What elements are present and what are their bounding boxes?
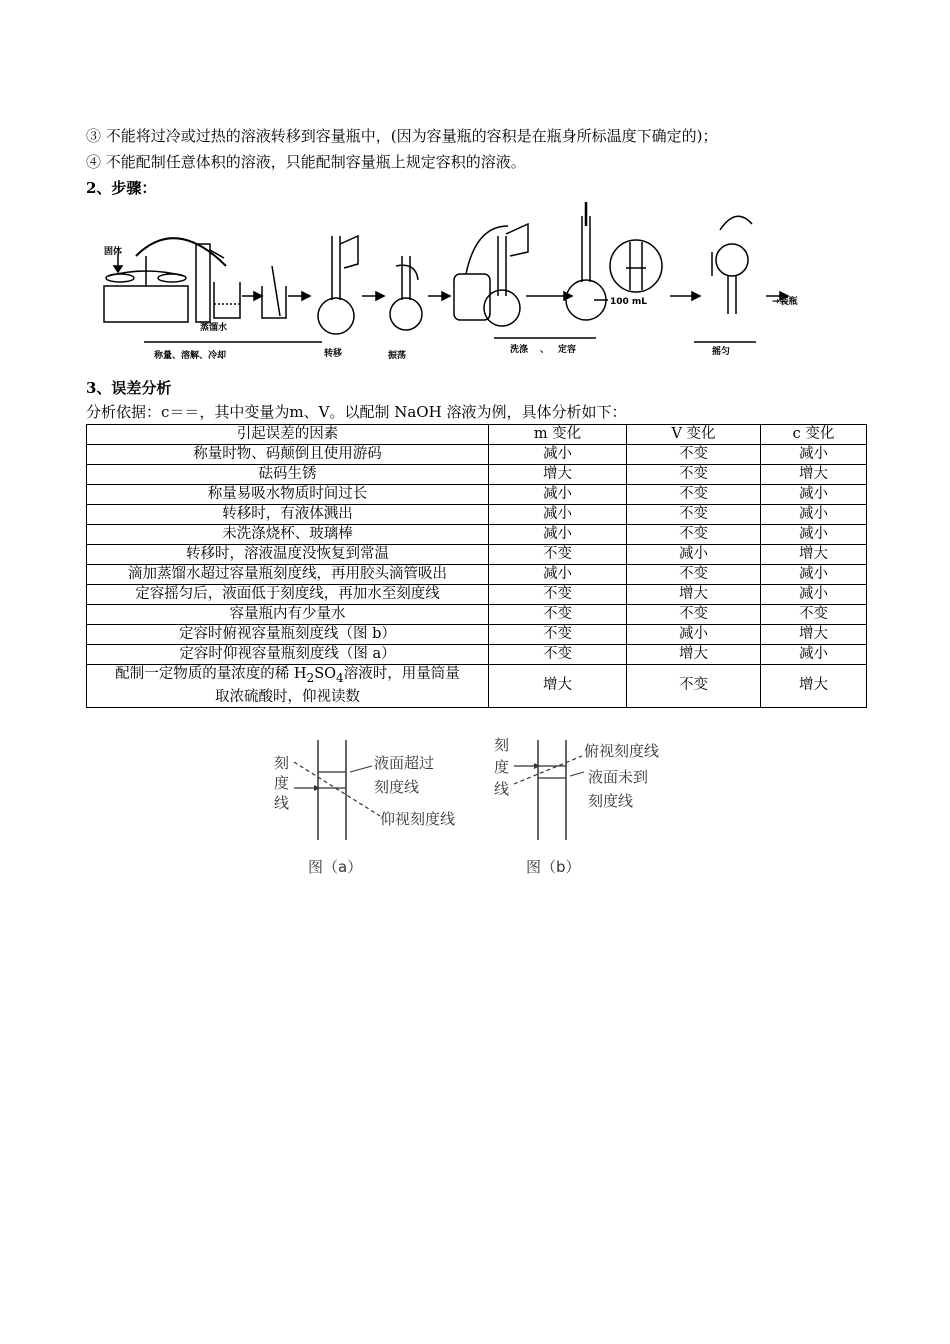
cell-v: 不变 bbox=[627, 465, 761, 485]
cell-c: 减小 bbox=[761, 585, 867, 605]
sub-4: 4 bbox=[336, 670, 344, 685]
factor-part1: 配制一定物质的量浓度的稀 H bbox=[115, 666, 307, 682]
header-v: V 变化 bbox=[627, 425, 761, 445]
figure-a bbox=[268, 736, 484, 880]
cell-v: 不变 bbox=[627, 665, 761, 708]
table-row bbox=[87, 625, 867, 645]
cell-v: 不变 bbox=[627, 505, 761, 525]
shake-label: 振荡 bbox=[388, 351, 407, 361]
cell-v: 不变 bbox=[627, 445, 761, 465]
cell-v: 不变 bbox=[627, 485, 761, 505]
steps-figure bbox=[96, 196, 822, 368]
cell-v: 增大 bbox=[627, 585, 761, 605]
cell-factor: 未洗涤烧杯、玻璃棒 bbox=[87, 525, 489, 545]
figure-b bbox=[488, 736, 688, 880]
b-caption: 图（b） bbox=[526, 858, 581, 876]
cell-m: 减小 bbox=[489, 505, 627, 525]
factor-part3: 溶液时，用量筒量 bbox=[343, 666, 460, 682]
cell-v: 减小 bbox=[627, 625, 761, 645]
cell-c: 减小 bbox=[761, 565, 867, 585]
b-under-1: 液面未到 bbox=[588, 768, 649, 786]
table-row bbox=[87, 505, 867, 525]
cell-c: 减小 bbox=[761, 505, 867, 525]
cell-c: 增大 bbox=[761, 665, 867, 708]
table-row-last bbox=[87, 665, 867, 708]
basis-text: 分析依据：c＝＝，其中变量为m、V。以配制 NaOH 溶液为例，具体分析如下： bbox=[86, 403, 627, 421]
note-4: ④ 不能配制任意体积的溶液，只能配制容量瓶上规定容积的溶液。 bbox=[86, 153, 526, 171]
balance-base bbox=[104, 286, 188, 322]
cell-c: 增大 bbox=[761, 465, 867, 485]
header-c: c 变化 bbox=[761, 425, 867, 445]
a-over-2: 刻度线 bbox=[374, 778, 420, 796]
cell-factor: 砝码生锈 bbox=[87, 465, 489, 485]
cell-factor: 转移时，溶液温度没恢复到常温 bbox=[87, 545, 489, 565]
sub-2: 2 bbox=[306, 670, 315, 685]
cell-factor: 容量瓶内有少量水 bbox=[87, 605, 489, 625]
b-look-down: 俯视刻度线 bbox=[584, 742, 660, 760]
table-row bbox=[87, 605, 867, 625]
cell-m: 不变 bbox=[489, 545, 627, 565]
b-scale-2: 度 bbox=[494, 758, 510, 776]
cell-factor-last bbox=[87, 665, 489, 708]
cell-factor: 称量时物、码颠倒且使用游码 bbox=[87, 445, 489, 465]
cell-c: 增大 bbox=[761, 625, 867, 645]
table-row bbox=[87, 545, 867, 565]
cell-m: 减小 bbox=[489, 445, 627, 465]
transfer-label: 转移 bbox=[324, 349, 343, 359]
header-factor: 引起误差的因素 bbox=[87, 425, 489, 445]
header-m: m 变化 bbox=[489, 425, 627, 445]
bottle-label: →装瓶 bbox=[772, 297, 798, 307]
cell-c: 不变 bbox=[761, 605, 867, 625]
error-table bbox=[86, 424, 867, 708]
cell-factor: 定容摇匀后，液面低于刻度线，再加水至刻度线 bbox=[87, 585, 489, 605]
volume-label: 100 mL bbox=[610, 297, 648, 307]
fix-label: 定容 bbox=[558, 345, 577, 355]
wash-label: 洗涤 bbox=[510, 345, 529, 355]
table-row bbox=[87, 585, 867, 605]
a-look-up: 仰视刻度线 bbox=[380, 810, 456, 828]
cell-v: 减小 bbox=[627, 545, 761, 565]
water-label: 蒸馏水 bbox=[200, 323, 228, 333]
a-caption: 图（a） bbox=[308, 858, 363, 876]
b-scale-3: 线 bbox=[494, 780, 510, 798]
b-scale-1: 刻 bbox=[494, 736, 510, 754]
cell-m: 增大 bbox=[489, 465, 627, 485]
cell-factor: 滴加蒸馏水超过容量瓶刻度线，再用胶头滴管吸出 bbox=[87, 565, 489, 585]
cell-factor: 转移时，有液体溅出 bbox=[87, 505, 489, 525]
cell-factor: 称量易吸水物质时间过长 bbox=[87, 485, 489, 505]
table-row bbox=[87, 565, 867, 585]
cell-c: 减小 bbox=[761, 525, 867, 545]
cell-c: 减小 bbox=[761, 445, 867, 465]
cell-v: 不变 bbox=[627, 605, 761, 625]
sep-label: 、 bbox=[540, 345, 550, 355]
table-row bbox=[87, 645, 867, 665]
heading-steps: 2、步骤： bbox=[86, 179, 157, 197]
cell-v: 不变 bbox=[627, 565, 761, 585]
cell-m: 增大 bbox=[489, 665, 627, 708]
cell-m: 减小 bbox=[489, 525, 627, 545]
a-over-1: 液面超过 bbox=[374, 754, 435, 772]
cell-factor: 定容时俯视容量瓶刻度线（图 b） bbox=[87, 625, 489, 645]
factor-line2: 取浓硫酸时，仰视读数 bbox=[215, 688, 360, 705]
table-header-row bbox=[87, 425, 867, 445]
cell-factor: 定容时仰视容量瓶刻度线（图 a） bbox=[87, 645, 489, 665]
cell-c: 减小 bbox=[761, 645, 867, 665]
cell-m: 不变 bbox=[489, 645, 627, 665]
note-3: ③ 不能将过冷或过热的溶液转移到容量瓶中，(因为容量瓶的容积是在瓶身所标温度下确定的)； bbox=[86, 127, 718, 145]
weigh-label: 称量、溶解、冷却 bbox=[154, 351, 227, 361]
cell-c: 减小 bbox=[761, 485, 867, 505]
cell-m: 不变 bbox=[489, 625, 627, 645]
cell-m: 不变 bbox=[489, 605, 627, 625]
solid-label: 固体 bbox=[104, 247, 123, 257]
mix-label: 摇匀 bbox=[712, 347, 731, 357]
table-row bbox=[87, 445, 867, 465]
cell-v: 增大 bbox=[627, 645, 761, 665]
a-scale-1: 刻 bbox=[274, 754, 290, 772]
b-under-2: 刻度线 bbox=[588, 792, 634, 810]
cell-m: 不变 bbox=[489, 585, 627, 605]
factor-part2: SO bbox=[314, 666, 337, 682]
table-row bbox=[87, 525, 867, 545]
heading-error: 3、误差分析 bbox=[86, 379, 172, 397]
table-row bbox=[87, 465, 867, 485]
a-scale-2: 度 bbox=[274, 774, 290, 792]
cell-v: 不变 bbox=[627, 525, 761, 545]
cell-m: 减小 bbox=[489, 565, 627, 585]
table-row bbox=[87, 485, 867, 505]
cell-c: 增大 bbox=[761, 545, 867, 565]
a-scale-3: 线 bbox=[274, 794, 290, 812]
cell-m: 减小 bbox=[489, 485, 627, 505]
